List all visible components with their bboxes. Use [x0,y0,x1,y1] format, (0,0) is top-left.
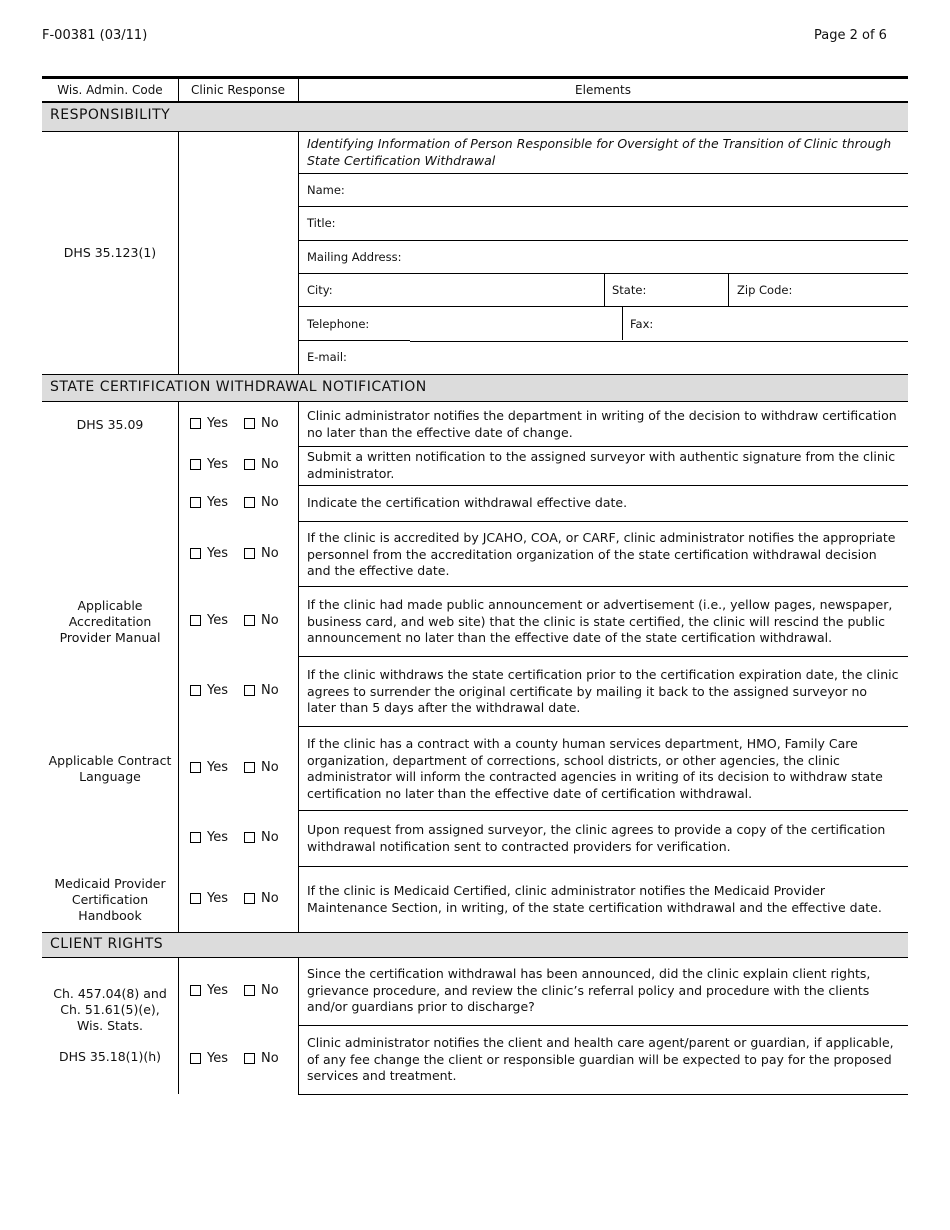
state-label: State: [612,283,647,297]
yes-checkbox[interactable] [190,762,201,773]
yes-checkbox[interactable] [190,615,201,626]
yes-checkbox[interactable] [190,548,201,559]
no-checkbox[interactable] [244,497,255,508]
withdrawal-item-8-response: Yes No [190,830,279,845]
table-top-rule [42,76,908,79]
no-checkbox[interactable] [244,985,255,996]
yes-checkbox[interactable] [190,832,201,843]
no-checkbox[interactable] [244,459,255,470]
withdrawal-item-2-response: Yes No [190,457,279,472]
no-checkbox[interactable] [244,762,255,773]
telephone-label: Telephone: [307,317,370,331]
withdrawal-item-6: If the clinic withdraws the state certification prior to the certification expiration date, the clinic agrees to surrender the original certificate by mailing it back to the assigned surveyor no later than 5 days after the withdrawal date. [307,667,899,715]
city-field[interactable] [340,276,600,304]
yes-checkbox[interactable] [190,497,201,508]
code-dhs-35-09: DHS 35.09 [76,417,144,432]
no-checkbox[interactable] [244,685,255,696]
withdrawal-item-5: If the clinic had made public announcement or advertisement (i.e., yellow pages, newspaper, business card, and web site) that the clinic is state certified, the clinic will rescind the public announcement no later than the effective date of the state certification withdrawal. [307,597,893,645]
withdrawal-item-4-response: Yes No [190,546,279,561]
title-field-label: Title: [307,216,336,230]
code-dhs-35-18: DHS 35.18(1)(h) [58,1049,162,1064]
yes-checkbox[interactable] [190,893,201,904]
withdrawal-item-5-response: Yes No [190,613,279,628]
mailing-address-field[interactable] [405,243,905,271]
form-number: F-00381 (03/11) [42,28,148,43]
yes-checkbox[interactable] [190,418,201,429]
fax-field[interactable] [660,309,905,337]
client-rights-item-2: Clinic administrator notifies the client and health care agent/parent or guardian, if applicable, of any fee change the client or responsible guardian will be expected to pay for the proposed services and treatment. [307,1035,894,1083]
title-field[interactable] [350,209,905,237]
state-field[interactable] [650,276,725,304]
no-checkbox[interactable] [244,615,255,626]
section-header-responsibility: RESPONSIBILITY [42,103,908,131]
name-field-label: Name: [307,183,345,197]
email-field[interactable] [355,343,905,371]
name-field[interactable] [360,176,905,204]
withdrawal-item-7-response: Yes No [190,760,279,775]
code-wis-stats: Ch. 457.04(8) and Ch. 51.61(5)(e), Wis. Stats. [53,986,167,1033]
withdrawal-item-9: If the clinic is Medicaid Certified, clinic administrator notifies the Medicaid Provider Maintenance Section, in writing, of the state certification withdrawal and the effective date. [307,883,882,915]
section-header-client-rights: CLIENT RIGHTS [42,933,908,957]
column-header-code: Wis. Admin. Code [57,83,163,97]
withdrawal-item-2: Submit a written notification to the assigned surveyor with authentic signature from the clinic administrator. [307,449,896,481]
no-checkbox[interactable] [244,418,255,429]
no-checkbox[interactable] [244,893,255,904]
withdrawal-item-6-response: Yes No [190,683,279,698]
yes-checkbox[interactable] [190,1053,201,1064]
yes-checkbox[interactable] [190,685,201,696]
fax-label: Fax: [630,317,654,331]
city-label: City: [307,283,333,297]
page-number: Page 2 of 6 [814,28,887,43]
client-rights-item-2-response: Yes No [190,1051,279,1066]
column-header-elements: Elements [575,83,631,97]
code-accreditation-manual: Applicable Accreditation Provider Manual [59,598,161,645]
withdrawal-item-8: Upon request from assigned surveyor, the clinic agrees to provide a copy of the certification withdrawal notification sent to contracted providers for verification. [307,822,886,854]
code-dhs-35-123: DHS 35.123(1) [63,245,157,260]
telephone-field[interactable] [375,309,615,337]
withdrawal-item-4: If the clinic is accredited by JCAHO, COA, or CARF, clinic administrator notifies the appropriate personnel from the accreditation organization of the state certification withdrawal decision and the effective date. [307,530,896,578]
zip-code-field[interactable] [800,276,905,304]
withdrawal-item-9-response: Yes No [190,891,279,906]
code-contract-language: Applicable Contract Language [48,753,172,784]
yes-checkbox[interactable] [190,985,201,996]
withdrawal-item-3: Indicate the certification withdrawal effective date. [307,495,628,510]
withdrawal-item-1-response: Yes No [190,416,279,431]
withdrawal-item-7: If the clinic has a contract with a county human services department, HMO, Family Care organization, department of corrections, school districts, or other agencies, the clinic administrator will inform the contracted agencies in writing of its decision to withdraw state certification no later than the effective date of certification withdrawal. [307,736,883,801]
withdrawal-item-3-response: Yes No [190,495,279,510]
withdrawal-item-1: Clinic administrator notifies the department in writing of the decision to withdraw certification no later than the effective date of change. [307,408,897,440]
zip-code-label: Zip Code: [737,283,793,297]
mailing-address-label: Mailing Address: [307,250,402,264]
no-checkbox[interactable] [244,832,255,843]
no-checkbox[interactable] [244,1053,255,1064]
no-checkbox[interactable] [244,548,255,559]
yes-checkbox[interactable] [190,459,201,470]
code-medicaid-handbook: Medicaid Provider Certification Handbook [54,876,166,923]
client-rights-item-1-response: Yes No [190,983,279,998]
client-rights-item-1: Since the certification withdrawal has been announced, did the clinic explain client rights, grievance procedure, and review the clinic’s referral policy and procedure with the clients and/or guardians prior to discharge? [307,966,871,1014]
column-header-response: Clinic Response [190,83,286,97]
responsibility-intro: Identifying Information of Person Responsible for Oversight of the Transition of Clinic through State Certification Withdrawal [307,136,892,168]
email-label: E-mail: [307,350,347,364]
section-header-withdrawal: STATE CERTIFICATION WITHDRAWAL NOTIFICATION [42,375,908,401]
